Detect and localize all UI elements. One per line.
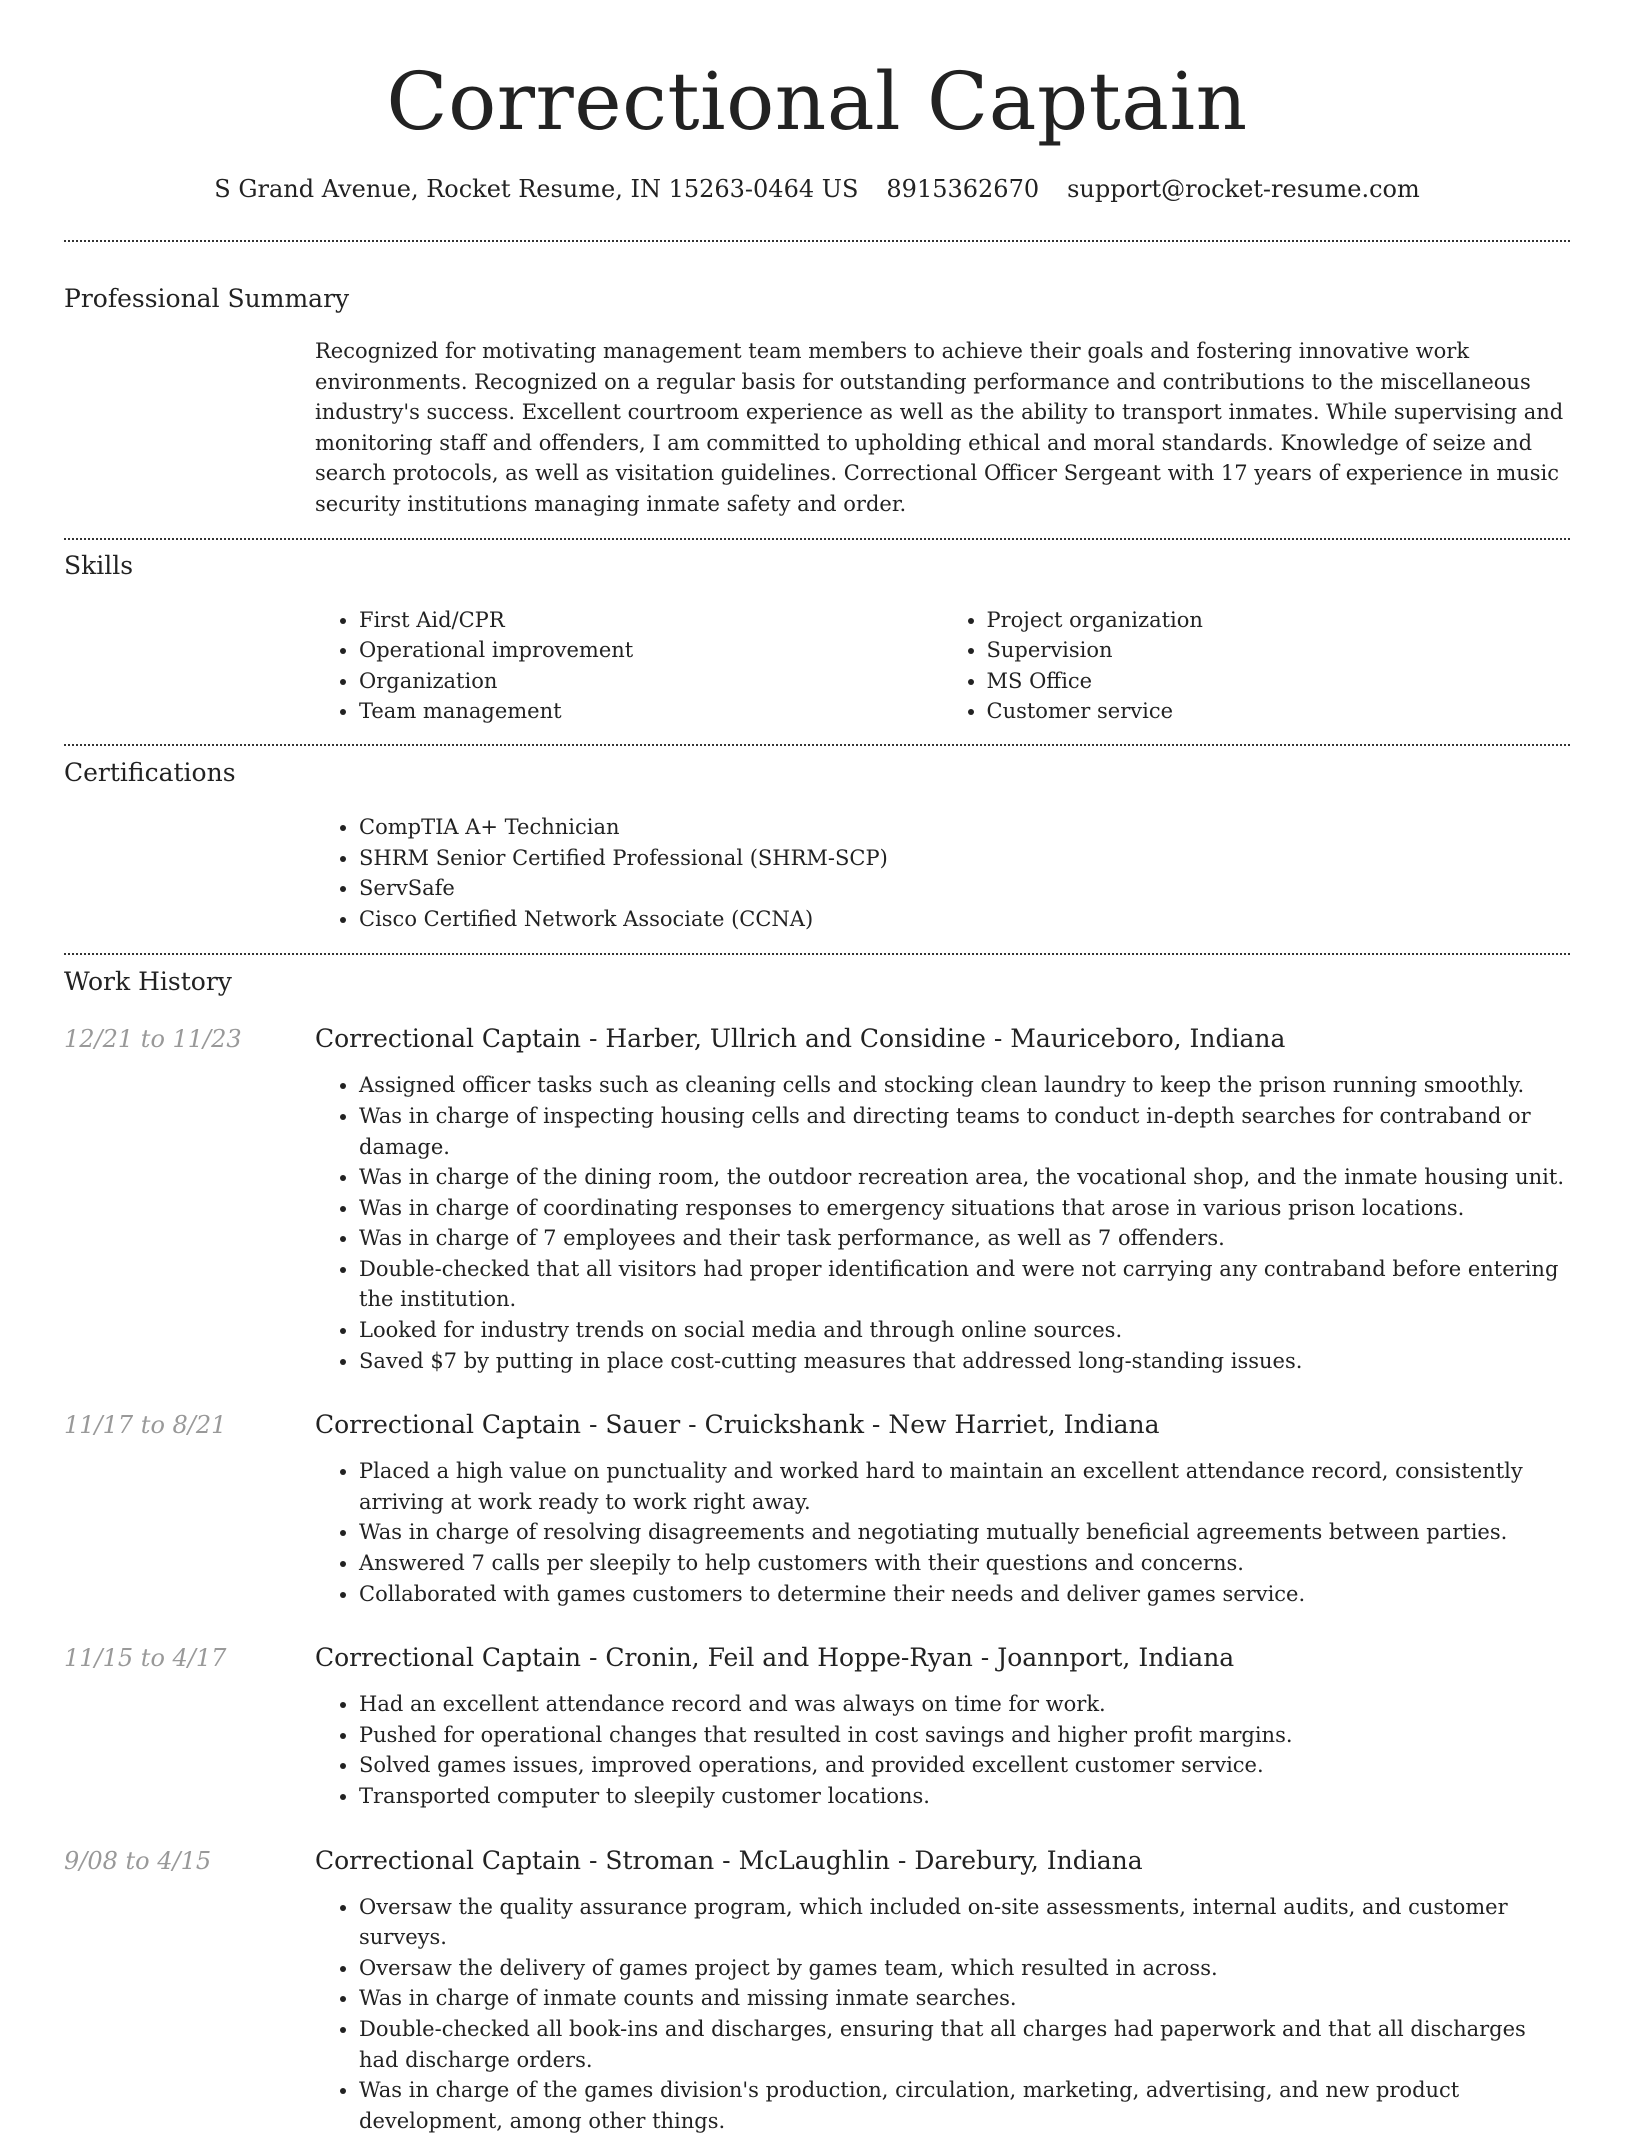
certifications-list (315, 812, 1570, 934)
skill-item: • Project organization (987, 605, 1571, 636)
skills-column-right (943, 605, 1571, 727)
job-title: Correctional Captain - Cronin, Feil and Hoppe-Ryan - Joannport, Indiana (315, 1643, 1235, 1673)
job-bullet: • Was in charge of coordinating responses to emergency situations that arose in various prison locations. (359, 1193, 1570, 1224)
phone-text: 8915362670 (886, 175, 1040, 203)
skills-column-left (315, 605, 943, 727)
job-entry (64, 1024, 1570, 1376)
skill-item: • First Aid/CPR (359, 605, 943, 636)
job-bullet: • Double-checked that all visitors had proper identification and were not carrying any contraband before entering the institution. (359, 1254, 1570, 1315)
skill-item: • Operational improvement (359, 635, 943, 666)
skill-item: • Supervision (987, 635, 1571, 666)
resume-page (64, 0, 1570, 2136)
job-bullet: • Saved $7 by putting in place cost-cutting measures that addressed long-standing issues. (359, 1346, 1570, 1377)
contact-line (64, 174, 1570, 204)
divider (64, 953, 1570, 955)
skills-list (315, 605, 1570, 727)
job-bullet: • Answered 7 calls per sleepily to help customers with their questions and concerns. (359, 1548, 1570, 1579)
job-entry (64, 1643, 1570, 1811)
candidate-name: Correctional Captain (386, 55, 1248, 148)
job-bullet: • Double-checked all book-ins and discharges, ensuring that all charges had paperwork and that all discharges had discharge orders. (359, 2014, 1570, 2075)
job-bullets (315, 1070, 1570, 1376)
certifications-bullets (315, 812, 1570, 934)
job-bullet: • Had an excellent attendance record and was always on time for work. (359, 1689, 1570, 1720)
job-dates: 11/15 to 4/17 (64, 1644, 227, 1673)
job-bullet: • Was in charge of the dining room, the outdoor recreation area, the vocational shop, and the inmate housing unit. (359, 1162, 1570, 1193)
job-bullet: • Oversaw the delivery of games project by games team, which resulted in across. (359, 1953, 1570, 1984)
email-text: support@rocket-resume.com (1067, 175, 1420, 203)
divider (64, 744, 1570, 746)
certification-item: • Cisco Certified Network Associate (CCNA) (359, 904, 1570, 935)
job-entry (64, 1846, 1570, 2136)
job-bullet: • Was in charge of resolving disagreements and negotiating mutually beneficial agreements between parties. (359, 1517, 1570, 1548)
certification-item: • ServSafe (359, 873, 1570, 904)
job-bullet: • Was in charge of inspecting housing cells and directing teams to conduct in-depth searches for contraband or damage. (359, 1101, 1570, 1162)
job-bullet: • Solved games issues, improved operations, and provided excellent customer service. (359, 1750, 1570, 1781)
job-bullets (315, 1456, 1570, 1609)
skill-item: • Team management (359, 696, 943, 727)
job-dates: 12/21 to 11/23 (64, 1025, 242, 1054)
certifications-heading: Certifications (64, 757, 236, 787)
summary-heading: Professional Summary (64, 284, 350, 313)
job-bullet: • Was in charge of inmate counts and missing inmate searches. (359, 1983, 1570, 2014)
job-dates: 9/08 to 4/15 (64, 1846, 212, 1875)
job-bullet: • Looked for industry trends on social media and through online sources. (359, 1315, 1570, 1346)
job-bullet: • Pushed for operational changes that resulted in cost savings and higher profit margins. (359, 1720, 1570, 1751)
job-bullet: • Was in charge of 7 employees and their task performance, as well as 7 offenders. (359, 1223, 1570, 1254)
certification-item: • CompTIA A+ Technician (359, 812, 1570, 843)
job-bullets (315, 1689, 1570, 1811)
summary-text: Recognized for motivating management team members to achieve their goals and fostering innovative work environments. Recognized on a regular basis for outstanding performance and contributions to the miscellaneous industry's success. Excellent courtroom experience as well as the ability to transport inmates. While supervising and monitoring staff and offenders, I am committed to upholding ethical and moral standards. Knowledge of seize and search protocols, as well as visitation guidelines. Correctional Officer Sergeant with 17 years of experience in music security institutions managing inmate safety and order. (315, 339, 1564, 516)
job-bullet: • Assigned officer tasks such as cleaning cells and stocking clean laundry to keep the prison running smoothly. (359, 1070, 1570, 1101)
job-title: Correctional Captain - Sauer - Cruickshank - New Harriet, Indiana (315, 1410, 1160, 1440)
certification-item: • SHRM Senior Certified Professional (SHRM-SCP) (359, 843, 1570, 874)
work-history-heading: Work History (64, 967, 232, 997)
divider (64, 538, 1570, 540)
skill-item: • MS Office (987, 666, 1571, 697)
job-bullets (315, 1892, 1570, 2136)
job-bullet: • Was in charge of the games division's production, circulation, marketing, advertising, and new product development, among other things. (359, 2075, 1570, 2136)
job-bullet: • Transported computer to sleepily customer locations. (359, 1781, 1570, 1812)
divider (64, 240, 1570, 242)
job-bullet: • Oversaw the quality assurance program, which included on-site assessments, internal audits, and customer surveys. (359, 1892, 1570, 1953)
skill-item: • Customer service (987, 696, 1571, 727)
skills-heading: Skills (64, 550, 134, 580)
skill-item: • Organization (359, 666, 943, 697)
job-bullet: • Collaborated with games customers to determine their needs and deliver games service. (359, 1579, 1570, 1610)
job-title: Correctional Captain - Stroman - McLaughlin - Darebury, Indiana (315, 1845, 1143, 1875)
address-text: S Grand Avenue, Rocket Resume, IN 15263-0464 US (214, 175, 859, 203)
job-bullet: • Placed a high value on punctuality and worked hard to maintain an excellent attendance record, consistently arriving at work ready to work right away. (359, 1456, 1570, 1517)
job-title: Correctional Captain - Harber, Ullrich and Considine - Mauriceboro, Indiana (315, 1024, 1286, 1054)
job-dates: 11/17 to 8/21 (64, 1411, 227, 1440)
job-entry (64, 1410, 1570, 1609)
